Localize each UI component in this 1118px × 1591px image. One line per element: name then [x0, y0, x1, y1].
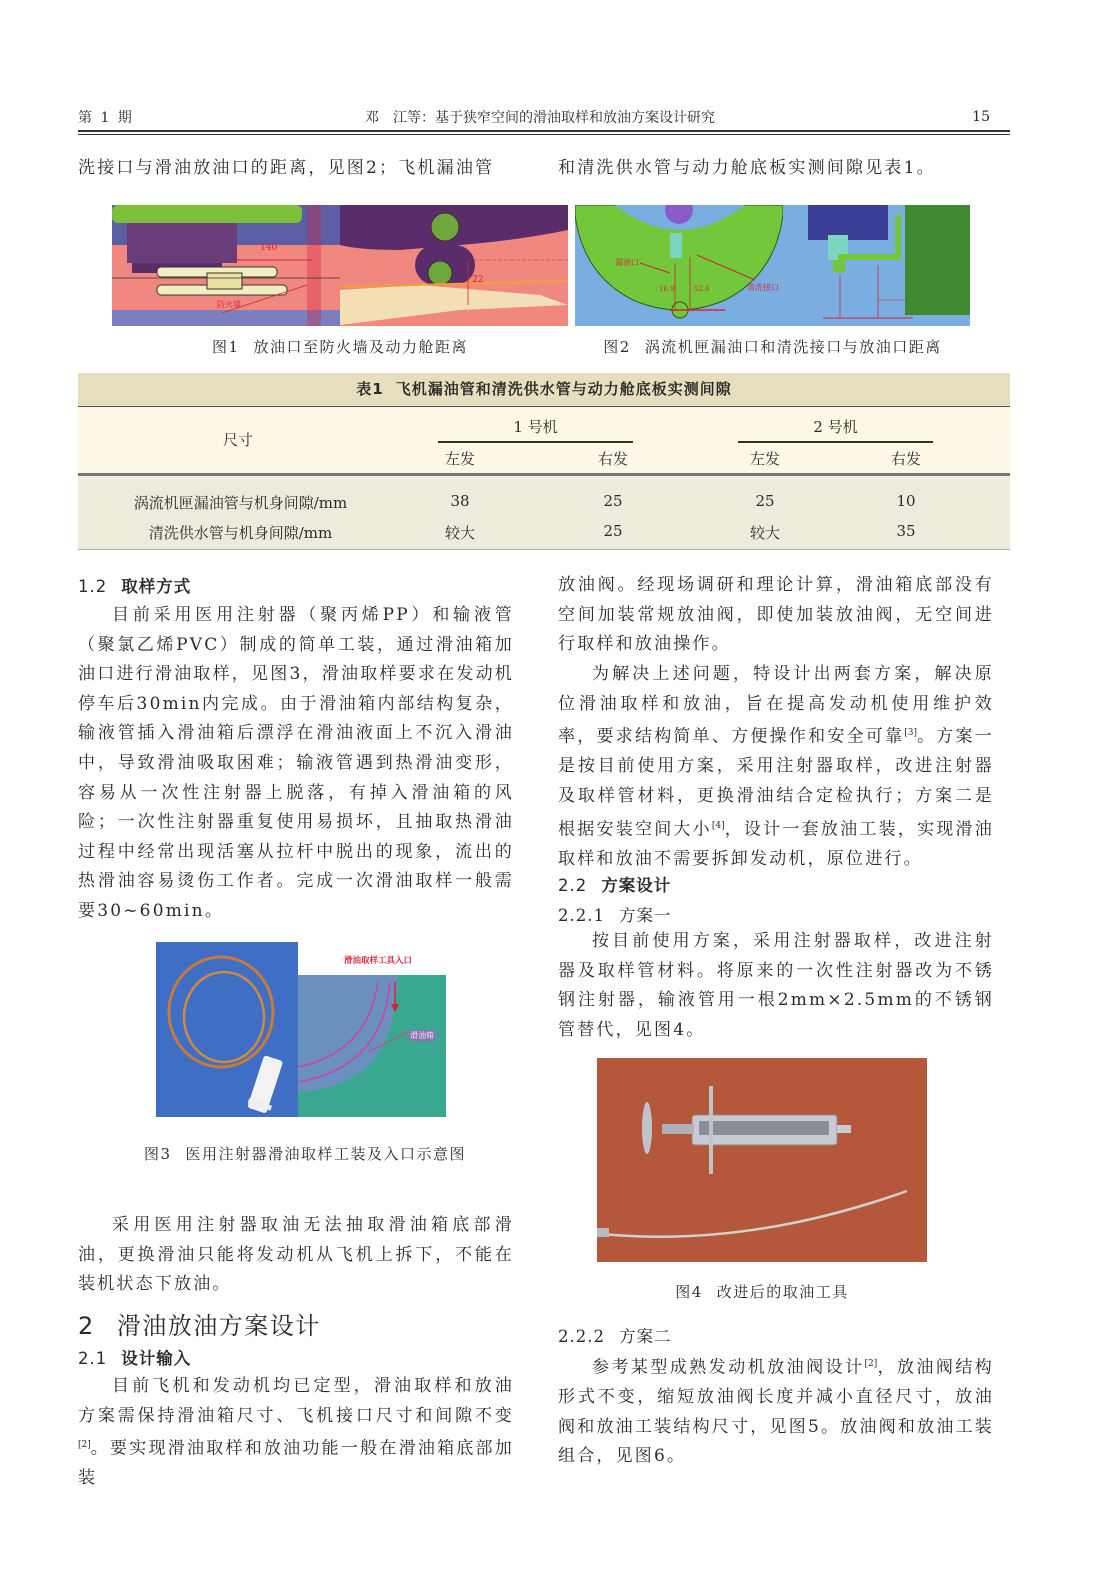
table-1-caption: 飞机漏油管和清洗供水管与动力舱底板实测间隙	[395, 380, 732, 398]
figure-2-number: 图2	[603, 338, 631, 356]
figure-2-caption	[575, 336, 970, 357]
figure-1-right-image	[340, 205, 568, 326]
citation-ref[interactable]: [3]	[904, 728, 918, 739]
figure-3-number: 图3	[143, 1145, 172, 1163]
table-subcol-3: 左发	[749, 450, 780, 468]
paragraph-text: 。要实现滑油取样和放油功能一般在滑油箱底部加装	[78, 1438, 514, 1489]
paragraph-sampling-method: 目前采用医用注射器（聚丙烯PP）和输液管（聚氯乙烯PVC）制成的简单工装，通过滑油箱加油口进行滑油取样，见图3，滑油取样要求在发动机停车后30min内完成。由于滑油箱内部结构复杂，输液管插入滑油箱后漂浮在滑油液面上不沉入滑油中，导致滑油吸取困难；输液管遇到热滑油变形，容易从一次性注射器上脱落，有掉入滑油箱的风险；一次性注射器重复使用易损坏，且抽取热滑油过程中经常出现活塞从拉杆中脱出的现象，流出的热滑油容易烫伤工作者。完成一次滑油取样一般需要30~60min。	[78, 605, 514, 921]
paragraph-syringe-limitation: 采用医用注射器取油无法抽取滑油箱底部滑油，更换滑油只能将发动机从飞机上拆下，不能在装机状态下放油。	[78, 1215, 514, 1295]
table-row-label: 涡流机匣漏油管与机身间隙/mm	[133, 494, 348, 512]
table-cell: 较大	[749, 524, 780, 542]
table-cell: 25	[755, 492, 775, 510]
intro-right-line: 和清洗供水管与动力舱底板实测间隙见表1。	[558, 158, 936, 178]
section-number: 2.2	[558, 876, 588, 895]
section-title: 滑油放油方案设计	[116, 1312, 321, 1340]
section-number: 1.2	[78, 577, 108, 596]
table-cell: 10	[896, 492, 916, 510]
table-group-2-rule	[738, 441, 933, 443]
fig2-leak-port-label: 漏油口	[615, 258, 639, 267]
figure-1-title: 放油口至防火墙及动力舱距离	[253, 338, 469, 356]
table-header-group-2: 2 号机	[813, 418, 858, 436]
issue-number: 第 1 期	[78, 110, 134, 126]
fig1-firewall-label: 防火墙	[217, 300, 241, 309]
section-2-heading	[78, 1306, 321, 1341]
table-cell: 25	[603, 522, 623, 540]
fig1-dim-22: 22	[472, 275, 484, 285]
paragraph-two-schemes	[558, 660, 994, 874]
fig1-dim-140: 140	[260, 243, 278, 253]
figure-4-image	[597, 1058, 927, 1262]
section-2-2-1-heading	[558, 902, 671, 926]
paragraph-text: ，设计一套放油工装，实现滑油取样和放油不需要拆卸发动机，原位进行。	[558, 819, 994, 869]
paragraph-text: ，放油阀结构形式不变，缩短放油阀长度并减小直径尺寸，放油阀和放油工装结构尺寸，见图5。放油阀和放油工装组合，见图6。	[558, 1357, 994, 1467]
table-group-1-rule	[438, 441, 633, 443]
fig3-tank-label: 滑油箱	[410, 1031, 434, 1040]
section-number: 2.1	[78, 1349, 108, 1368]
table-cell: 35	[896, 522, 916, 540]
page-number: 15	[972, 109, 990, 125]
paragraph-text: 参考某型成熟发动机放油阀设计	[592, 1357, 865, 1378]
section-title: 方案二	[618, 1327, 672, 1346]
fig3-entry-label: 滑油取样工具入口	[344, 956, 413, 966]
section-2-2-heading	[558, 872, 671, 896]
figure-3-title: 医用注射器滑油取样工装及入口示意图	[185, 1145, 467, 1163]
header-rule-thick	[78, 130, 1010, 132]
figure-2-right-image	[783, 205, 970, 326]
figure-4-title: 改进后的取油工具	[716, 1283, 849, 1301]
section-number: 2.2.1	[558, 906, 605, 925]
section-number: 2	[78, 1312, 95, 1340]
paragraph-design-input	[78, 1372, 514, 1494]
table-row-label: 清洗供水管与机身间隙/mm	[148, 524, 333, 542]
running-title: 邓 江等：基于狭窄空间的滑油取样和放油方案设计研究	[365, 110, 715, 126]
table-cell: 25	[603, 492, 623, 510]
section-title: 方案设计	[601, 876, 672, 895]
figure-3-left-image	[156, 942, 298, 1117]
section-2-2-2-heading	[558, 1323, 671, 1347]
citation-ref[interactable]: [4]	[711, 820, 725, 831]
paragraph-drain-valve: 放油阀。经现场调研和理论计算，滑油箱底部没有空间加装常规放油阀，即使加装放油阀，无空间进行取样和放油操作。	[558, 575, 994, 655]
citation-ref[interactable]: [2]	[864, 1359, 878, 1369]
section-title: 方案一	[618, 906, 672, 925]
table-1-header	[78, 407, 1010, 476]
figure-2-title: 涡流机匣漏油口和清洗接口与放油口距离	[644, 338, 942, 356]
table-header-group-1: 1 号机	[513, 418, 558, 436]
paragraph-text: 目前飞机和发动机均已定型，滑油取样和放油方案需保持滑油箱尺寸、飞机接口尺寸和间隙不变	[78, 1376, 514, 1426]
figure-4-number: 图4	[675, 1283, 703, 1301]
figure-3-caption	[110, 1143, 500, 1164]
figure-4-caption	[597, 1281, 927, 1302]
section-title: 设计输入	[121, 1349, 192, 1368]
table-cell: 38	[450, 492, 470, 510]
table-subcol-1: 左发	[444, 450, 475, 468]
table-1-title	[78, 373, 1010, 407]
section-2-1-heading	[78, 1345, 191, 1369]
table-1	[78, 373, 1010, 550]
paragraph-text: 为解决上述问题，特设计出两套方案，解决原位滑油取样和放油，旨在提高发动机使用维护效率，要求结构简单、方便操作和安全可靠	[558, 664, 994, 747]
figure-2-left-image	[575, 205, 783, 326]
fig2-dim-16-9: 16.9	[659, 285, 675, 293]
figure-1-caption	[112, 336, 568, 357]
paragraph-text: 。方案一是按目前使用方案，采用注射器取样，改进注射器及取样管材料，更换滑油结合定检执行；方案二是根据安装空间大小	[558, 726, 994, 840]
table-subcol-4: 右发	[890, 450, 921, 468]
paragraph-scheme-two	[558, 1350, 994, 1472]
section-1-2-heading	[78, 573, 191, 597]
figure-1-left-image	[112, 205, 340, 326]
table-subcol-2: 右发	[597, 450, 628, 468]
table-1-body	[78, 476, 1010, 550]
section-number: 2.2.2	[558, 1327, 605, 1346]
figure-3-right-image	[298, 942, 446, 1117]
section-title: 取样方式	[121, 577, 192, 596]
header-rule-thin	[78, 134, 1010, 135]
table-cell: 较大	[444, 524, 475, 542]
table-1-number: 表1	[356, 380, 384, 398]
fig2-dim-52-6: 52.6	[694, 285, 710, 293]
table-header-dimension: 尺寸	[222, 431, 253, 449]
fig2-wash-port-label: 清洗接口	[747, 283, 779, 292]
paragraph-scheme-one: 按目前使用方案，采用注射器取样，改进注射器及取样管材料。将原来的一次性注射器改为不锈钢注射器，输液管用一根2mm×2.5mm的不锈钢管替代，见图4。	[558, 931, 994, 1040]
figure-1-number: 图1	[211, 338, 240, 356]
intro-left-line: 洗接口与滑油放油口的距离，见图2；飞机漏油管	[78, 158, 495, 178]
citation-ref[interactable]: [2]	[78, 1440, 91, 1451]
